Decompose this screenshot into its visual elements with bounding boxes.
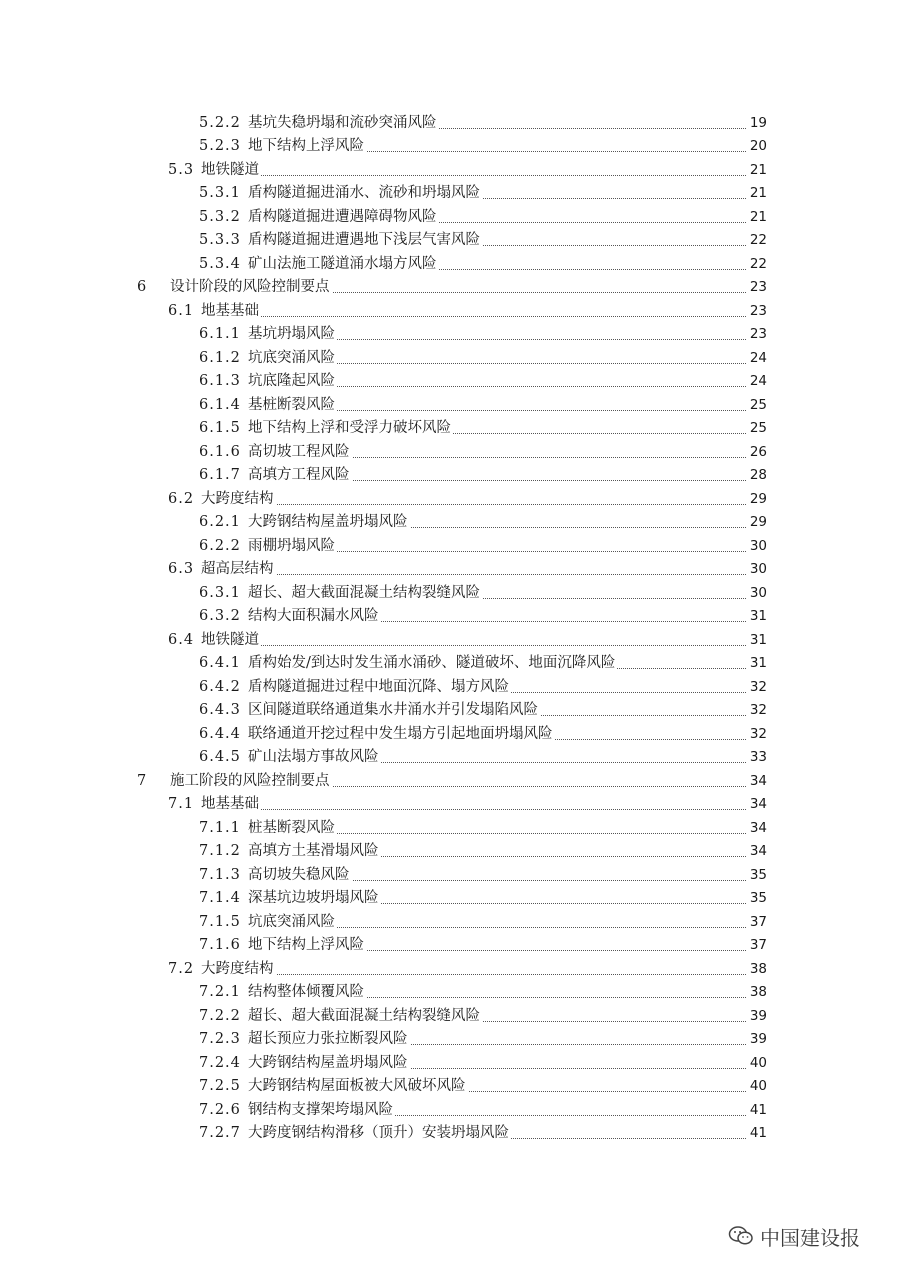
toc-entry-title: 地下结构上浮和受浮力破坏风险 [248,420,451,436]
toc-entry[interactable] [0,532,900,556]
toc-entry-page: 31 [747,607,767,625]
toc-entry-number: 6.4.4 [199,725,241,742]
toc-entry[interactable] [0,791,900,815]
toc-entry-title: 大跨钢结构屋盖坍塌风险 [248,514,408,530]
toc-entry[interactable] [0,321,900,345]
toc-entry[interactable] [0,744,900,768]
toc-entry-number: 5.2.3 [199,138,241,154]
toc-entry[interactable] [0,180,900,204]
toc-entry[interactable] [0,344,900,368]
toc-entry-number: 6.4 [168,631,195,648]
toc-entry-page: 22 [747,255,767,273]
toc-entry-number: 6.1.2 [199,349,241,366]
toc-entry-title: 区间隧道联络通道集水井涌水并引发塌陷风险 [248,702,538,718]
toc-entry-page: 40 [747,1054,767,1072]
toc-entry-page: 38 [747,983,767,1001]
toc-entry-page: 21 [747,184,767,202]
toc-entry[interactable] [0,391,900,415]
toc-entry[interactable] [0,1002,900,1026]
toc-entry-title: 桩基断裂风险 [248,819,335,836]
toc-entry-page: 30 [747,584,767,602]
toc-entry-number: 7.1.1 [199,819,241,836]
toc-entry-page: 38 [747,960,767,978]
toc-entry-number: 6.1.6 [199,443,241,460]
toc-entry[interactable] [0,767,900,791]
toc-leader-dots [201,974,748,975]
toc-entry-number: 6.1.5 [199,420,241,436]
toc-entry[interactable] [0,1120,900,1144]
toc-entry[interactable] [0,203,900,227]
toc-entry-page: 23 [747,302,767,320]
toc-entry[interactable] [0,462,900,486]
toc-entry-number: 6.2 [168,490,195,507]
toc-leader-dots [201,175,748,176]
toc-entry-number: 7 [137,772,147,789]
toc-entry-number: 6.3.2 [199,608,241,624]
toc-entry[interactable] [0,932,900,956]
toc-entry[interactable] [0,415,900,439]
toc-entry-page: 34 [747,842,767,860]
toc-entry-number: 6.4.3 [199,702,241,718]
toc-entry-page: 31 [747,631,767,649]
toc-entry-title: 高切坡失稳风险 [248,866,350,883]
toc-entry-title: 坑底突涌风险 [248,913,335,930]
toc-entry[interactable] [0,438,900,462]
toc-entry-page: 19 [747,114,767,132]
toc-entry[interactable] [0,368,900,392]
toc-entry-title: 超长预应力张拉断裂风险 [248,1031,408,1047]
toc-entry-page: 21 [747,161,767,179]
toc-entry-title: 矿山法塌方事故风险 [248,749,379,765]
toc-entry-page: 20 [747,137,767,155]
toc-entry-title: 基坑失稳坍塌和流砂突涌风险 [248,114,437,131]
toc-entry[interactable] [0,297,900,321]
toc-entry-page: 33 [747,748,767,766]
toc-entry[interactable] [0,650,900,674]
toc-entry-page: 37 [747,913,767,931]
toc-entry-title: 大跨钢结构屋盖坍塌风险 [248,1054,408,1071]
toc-entry-title: 结构整体倾覆风险 [248,984,364,1000]
toc-entry-number: 5.3.3 [199,232,241,248]
toc-entry-page: 39 [747,1030,767,1048]
toc-entry-number: 6.1.7 [199,467,241,483]
toc-entry-number: 7.1.4 [199,890,241,906]
toc-entry-title: 大跨度结构 [201,960,274,977]
toc-entry-number: 6.2.1 [199,514,241,530]
toc-entry-title: 基桩断裂风险 [248,396,335,413]
toc-entry[interactable] [0,509,900,533]
toc-entry-page: 32 [747,725,767,743]
toc-entry-number: 6.1.3 [199,373,241,389]
toc-entry-number: 6 [137,279,147,295]
watermark-text: 中国建设报 [760,1225,860,1250]
toc-entry-title: 地铁隧道 [201,161,259,178]
toc-entry-title: 坑底突涌风险 [248,349,335,366]
toc-entry-number: 7.2.2 [199,1007,241,1024]
toc-entry-number: 7.2.6 [199,1101,241,1118]
toc-entry-number: 6.4.2 [199,678,241,695]
toc-entry-page: 21 [747,208,767,226]
toc-entry[interactable] [0,1096,900,1120]
toc-entry[interactable] [0,1049,900,1073]
toc-entry-title: 矿山法施工隧道涌水塌方风险 [248,255,437,272]
toc-entry[interactable] [0,861,900,885]
toc-entry-title: 结构大面积漏水风险 [248,608,379,624]
toc-entry-title: 雨棚坍塌风险 [248,537,335,554]
toc-entry-number: 6.4.1 [199,655,241,671]
toc-entry-page: 29 [747,490,767,508]
toc-entry-title: 地铁隧道 [201,631,259,648]
table-of-contents [0,109,900,1143]
toc-entry-page: 35 [747,866,767,884]
toc-leader-dots [201,645,748,646]
toc-entry-title: 超长、超大截面混凝土结构裂缝风险 [248,1007,480,1024]
toc-entry-title: 联络通道开挖过程中发生塌方引起地面坍塌风险 [248,725,553,742]
toc-entry-title: 地下结构上浮风险 [248,138,364,154]
toc-entry-page: 34 [747,819,767,837]
toc-entry-number: 6.1.4 [199,396,241,413]
toc-entry-number: 6.1 [168,302,195,319]
toc-entry-page: 41 [747,1101,767,1119]
toc-entry[interactable] [0,1026,900,1050]
toc-entry-title: 盾构隧道掘进遭遇地下浅层气害风险 [248,232,480,248]
toc-entry-number: 6.3.1 [199,584,241,601]
toc-entry-number: 7.2.1 [199,984,241,1000]
toc-entry-title: 高填方工程风险 [248,467,350,483]
toc-entry[interactable] [0,109,900,133]
toc-entry-page: 41 [747,1124,767,1142]
toc-entry-title: 地基基础 [201,302,259,319]
toc-entry-page: 35 [747,889,767,907]
toc-leader-dots [201,504,748,505]
toc-entry-page: 30 [747,560,767,578]
toc-entry-page: 24 [747,349,767,367]
toc-entry-number: 7.2.7 [199,1125,241,1141]
toc-entry-page: 29 [747,513,767,531]
wechat-icon [728,1225,754,1247]
toc-entry-title: 钢结构支撑架垮塌风险 [248,1101,393,1118]
toc-entry-title: 大跨钢结构屋面板被大风破坏风险 [248,1078,466,1094]
toc-entry-title: 超长、超大截面混凝土结构裂缝风险 [248,584,480,601]
toc-entry[interactable] [0,227,900,251]
toc-entry-title: 超高层结构 [201,561,274,577]
toc-entry-page: 32 [747,701,767,719]
toc-entry-page: 25 [747,419,767,437]
toc-entry-title: 高填方土基滑塌风险 [248,843,379,859]
toc-entry-page: 28 [747,466,767,484]
toc-entry[interactable] [0,697,900,721]
toc-entry[interactable] [0,720,900,744]
toc-entry-title: 基坑坍塌风险 [248,326,335,342]
toc-entry[interactable] [0,955,900,979]
toc-entry-page: 22 [747,231,767,249]
toc-entry-number: 7.1.2 [199,843,241,859]
toc-leader-dots [201,809,748,810]
toc-entry-number: 5.3 [168,161,195,178]
toc-entry-number: 7.2.4 [199,1054,241,1071]
toc-entry-title: 盾构隧道掘进遭遇障碍物风险 [248,208,437,225]
toc-entry[interactable] [0,250,900,274]
toc-entry-title: 盾构隧道掘进涌水、流砂和坍塌风险 [248,185,480,201]
toc-entry-number: 6.1.1 [199,326,241,342]
toc-entry-number: 6.2.2 [199,537,241,554]
toc-entry-page: 34 [747,795,767,813]
toc-entry-page: 40 [747,1077,767,1095]
toc-entry-title: 坑底隆起风险 [248,373,335,389]
toc-entry-number: 7.1 [168,796,195,812]
toc-entry-page: 26 [747,443,767,461]
toc-entry-page: 37 [747,936,767,954]
toc-entry-number: 6.3 [168,561,195,577]
toc-entry-title: 盾构始发/到达时发生涌水涌砂、隧道破坏、地面沉降风险 [248,655,616,671]
toc-entry-number: 7.2 [168,960,195,977]
toc-entry-number: 7.2.3 [199,1031,241,1047]
toc-entry-title: 设计阶段的风险控制要点 [170,279,330,295]
toc-entry[interactable] [0,885,900,909]
toc-entry-page: 31 [747,654,767,672]
toc-entry[interactable] [0,133,900,157]
toc-entry[interactable] [0,814,900,838]
toc-entry-page: 23 [747,278,767,296]
toc-entry[interactable] [0,673,900,697]
toc-entry-page: 24 [747,372,767,390]
toc-entry-number: 5.2.2 [199,114,241,131]
toc-entry[interactable] [0,156,900,180]
toc-entry[interactable] [0,626,900,650]
toc-entry-title: 盾构隧道掘进过程中地面沉降、塌方风险 [248,678,509,695]
toc-entry-page: 30 [747,537,767,555]
toc-entry-title: 施工阶段的风险控制要点 [170,772,330,789]
toc-entry-number: 7.1.6 [199,937,241,953]
toc-entry-title: 深基坑边坡坍塌风险 [248,890,379,906]
toc-entry-number: 7.1.3 [199,866,241,883]
toc-entry-title: 地下结构上浮风险 [248,937,364,953]
toc-entry-title: 地基基础 [201,796,259,812]
toc-entry-title: 大跨度钢结构滑移（顶升）安装坍塌风险 [248,1125,509,1141]
toc-entry[interactable] [0,579,900,603]
toc-entry-page: 34 [747,772,767,790]
toc-entry-page: 32 [747,678,767,696]
toc-leader-dots [201,574,748,575]
toc-entry[interactable] [0,556,900,580]
toc-entry[interactable] [0,1073,900,1097]
toc-entry-number: 5.3.2 [199,208,241,225]
toc-entry-page: 25 [747,396,767,414]
toc-entry-page: 39 [747,1007,767,1025]
toc-entry[interactable] [0,274,900,298]
toc-entry-number: 5.3.4 [199,255,241,272]
toc-entry-number: 7.2.5 [199,1078,241,1094]
toc-entry[interactable] [0,485,900,509]
watermark [728,1222,860,1250]
toc-entry-number: 6.4.5 [199,749,241,765]
toc-entry[interactable] [0,979,900,1003]
toc-entry-page: 23 [747,325,767,343]
toc-leader-dots [201,316,748,317]
toc-entry[interactable] [0,603,900,627]
toc-entry-title: 大跨度结构 [201,490,274,507]
toc-entry[interactable] [0,838,900,862]
toc-entry-number: 5.3.1 [199,185,241,201]
toc-entry-title: 高切坡工程风险 [248,443,350,460]
toc-entry-number: 7.1.5 [199,913,241,930]
toc-entry[interactable] [0,908,900,932]
